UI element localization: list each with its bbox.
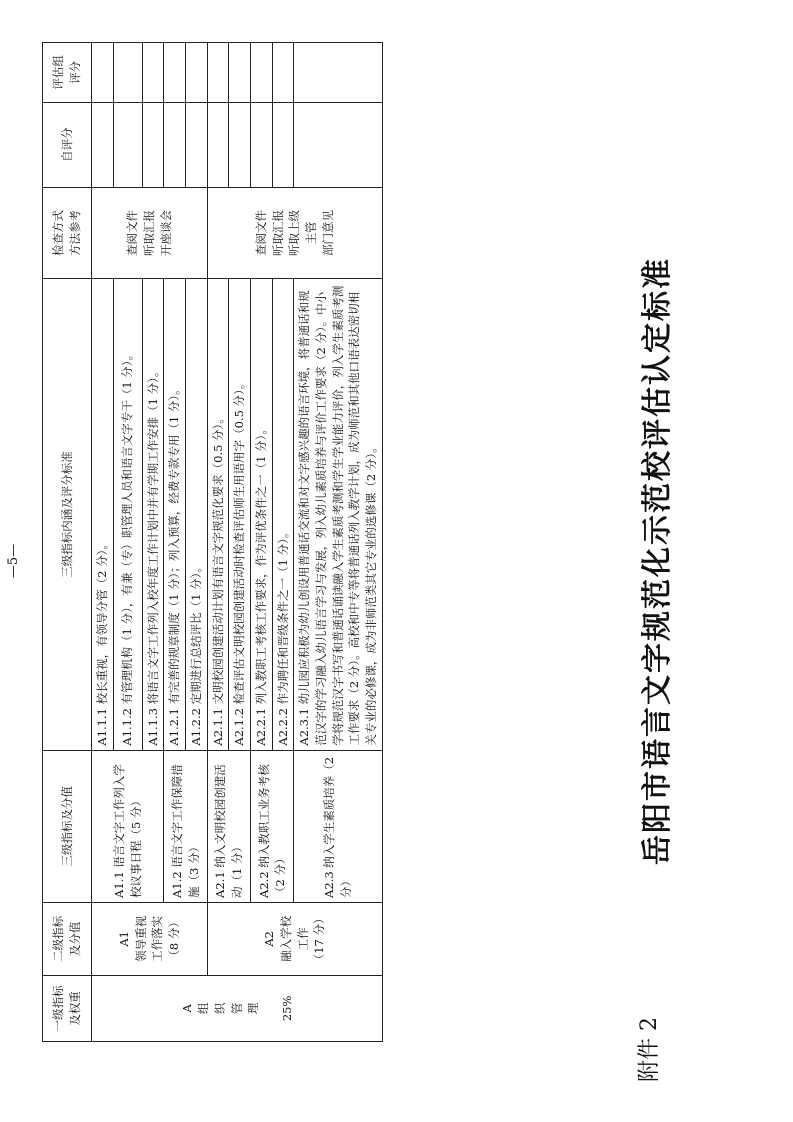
method-cell-a2: 查阅文件 听取汇报 听取上级 主管 部门意见 [207, 187, 382, 279]
level3-cell-a2-1: A2.1 纳入文明校园创建活动（1 分） [207, 750, 250, 902]
header-level3: 三级指标及分值 [43, 750, 92, 902]
criteria-cell: A2.2.2 作为聘任和晋级条件之一（1 分）。 [272, 279, 294, 750]
level1-line [262, 980, 279, 1037]
group-score-cell[interactable] [207, 43, 229, 103]
level3-cell-a2-2: A2.2 纳入教职工业务考核（2 分） [251, 750, 294, 902]
self-score-cell[interactable] [207, 102, 229, 187]
criteria-cell: A2.2.1 列入教职工考核工作要求，作为评优条件之一（1 分）。 [251, 279, 273, 750]
group-score-cell[interactable] [142, 43, 164, 103]
level1-line: 25% [279, 995, 294, 1022]
header-level2: 二级指标 及分值 [43, 902, 92, 975]
level3-cell-a1-1: A1.1 语言文字工作列入学校议事日程（5 分） [92, 750, 164, 902]
level1-line: A [179, 1004, 194, 1013]
header-group-score: 评估组 评分 [43, 43, 92, 103]
level2-cell-a1: A1 领导重视 工作落实 （8 分） [92, 902, 208, 975]
criteria-cell: A1.1.2 有管理机构（1 分），有兼（专）职管理人员和语言文字专干（1 分）。 [113, 279, 142, 750]
level1-line: 组 [196, 1002, 211, 1015]
self-score-cell[interactable] [251, 102, 273, 187]
group-score-cell[interactable] [272, 43, 294, 103]
level3-cell-a2-3: A2.3 纳入学生素质培养（2 分） [294, 750, 382, 902]
group-score-cell[interactable] [92, 43, 114, 103]
self-score-cell[interactable] [229, 102, 251, 187]
criteria-table [42, 42, 383, 1042]
group-score-cell[interactable] [186, 43, 208, 103]
criteria-cell: A1.1.1 校长重视，有领导分管（2 分）。 [92, 279, 114, 750]
document-title: 岳阳市语言文字规范化示范校评估认定标准 [640, 257, 675, 865]
criteria-cell: A2.1.1 文明校园创建活动计划有语言文字规范化要求（0.5 分）。 [207, 279, 229, 750]
self-score-cell[interactable] [294, 102, 382, 187]
level3-cell-a1-2: A1.2 语言文字工作保障措施（3 分） [164, 750, 207, 902]
group-score-cell[interactable] [164, 43, 186, 103]
self-score-cell[interactable] [92, 102, 114, 187]
criteria-cell: A2.1.2 检查评估文明校园创建活动时检查评估师生用语用字（0.5 分）。 [229, 279, 251, 750]
header-criteria: 三级指标内涵及评分标准 [43, 279, 92, 750]
level1-line: 管 [229, 1002, 244, 1015]
attachment-label: 附件 2 [637, 1017, 662, 1082]
criteria-cell: A1.2.1 有完善的规章制度（1 分）；列入预算，经费专款专用（1 分）。 [164, 279, 186, 750]
self-score-cell[interactable] [113, 102, 142, 187]
level1-line: 织 [212, 1002, 227, 1015]
self-score-cell[interactable] [186, 102, 208, 187]
level1-cell [92, 975, 383, 1041]
group-score-cell[interactable] [251, 43, 273, 103]
group-score-cell[interactable] [113, 43, 142, 103]
header-method: 检查方式 方法参考 [43, 187, 92, 279]
self-score-cell[interactable] [164, 102, 186, 187]
self-score-cell[interactable] [272, 102, 294, 187]
criteria-cell: A1.2.2 定期进行总结评比（1 分）。 [186, 279, 208, 750]
group-score-cell[interactable] [294, 43, 382, 103]
method-cell-a1: 查阅文件 听取汇报 开座谈会 [92, 187, 208, 279]
header-self-score: 自评分 [43, 102, 92, 187]
level2-cell-a2: A2 融入学校 工作 （17 分） [207, 902, 382, 975]
group-score-cell[interactable] [229, 43, 251, 103]
table-header-row [43, 43, 92, 1042]
table-row [207, 43, 229, 1042]
table-row [92, 43, 114, 1042]
criteria-cell: A2.3.1 幼儿园应积极为幼儿创设用普通话交流和对文字感兴趣的语言环境，将普通话和规范汉字的学习融入幼儿语言学习与发展，列入幼儿素质培养与评价工作要求（2 分）。中小学将规范汉字书写和普通话诵读融入学生素质考测和学生学业能力评价，列入学生素质考测工作要求（2 分）。高校和中专等将普通话列入教学计划，成为师范和其他口语表达密切相关专业的必修课，成为非师范类其它专业的选修课（2 分）。 [294, 279, 382, 750]
header-level1: 一级指标 及权重 [43, 975, 92, 1041]
level1-line: 理 [246, 1002, 261, 1015]
criteria-cell: A1.1.3 将语言文字工作列入校年度工作计划中并有学期工作安排（1 分）。 [142, 279, 164, 750]
self-score-cell[interactable] [142, 102, 164, 187]
page-number: —5— [6, 543, 21, 579]
